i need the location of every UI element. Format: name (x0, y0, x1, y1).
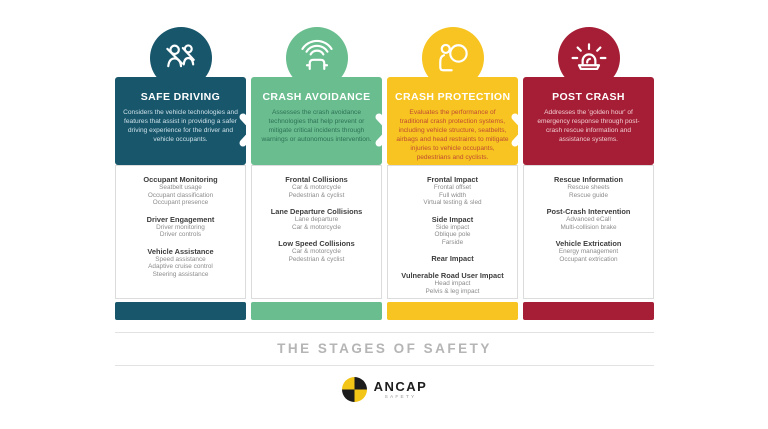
stage-column-crash-avoidance (251, 27, 382, 320)
stage-title: CRASH AVOIDANCE (262, 91, 371, 103)
list-item: Speed assistance (155, 255, 206, 263)
stage-column-safe-driving (115, 27, 246, 320)
list-item: Occupant presence (152, 199, 209, 206)
stage-description: Evaluates the performance of traditional crash protection systems, including vehicle structure, seatbelts, airbags and head restraints to mitigate injuries to vehicle occupants, pedestrians and cyclists. (396, 109, 509, 162)
stage-list (523, 165, 654, 299)
list-item: Full width (439, 191, 466, 199)
stage-columns (115, 27, 654, 320)
list-item: Energy management (558, 248, 619, 255)
list-group-heading: Rescue Information (554, 175, 623, 184)
list-group-heading: Low Speed Collisions (278, 239, 355, 248)
list-item: Occupant extrication (559, 255, 618, 263)
stage-bottom-bar (251, 302, 382, 320)
occupant-airbag-icon (422, 27, 484, 89)
stage-bottom-bar (523, 302, 654, 320)
stage-bottom-bar (387, 302, 518, 320)
list-group-heading: Driver Engagement (146, 214, 215, 224)
list-group-heading: Vehicle Extrication (555, 239, 622, 248)
list-group-heading: Rear Impact (431, 254, 474, 263)
list-group-heading: Frontal Impact (427, 175, 478, 184)
list-item: Driver controls (159, 231, 202, 238)
list-group-heading: Post-Crash Intervention (546, 207, 631, 216)
stage-description: Considers the vehicle technologies and features that assist in providing a safer driving experience for the driver and vehicle occupants. (123, 109, 238, 144)
crash-test-marker-icon (342, 377, 367, 402)
car-radar-waves-icon (286, 27, 348, 89)
list-item: Rescue guide (568, 191, 609, 199)
list-item: Driver monitoring (156, 223, 205, 231)
emergency-beacon-icon (558, 27, 620, 89)
stage-header-panel (387, 77, 518, 165)
list-item: Oblique pole (434, 231, 471, 238)
list-item: Car & motorcycle (291, 223, 341, 231)
list-item: Pedestrian & cyclist (288, 191, 345, 199)
stage-title: POST CRASH (552, 91, 625, 103)
list-item: Pedestrian & cyclist (288, 255, 345, 263)
list-group-heading: Frontal Collisions (285, 175, 348, 184)
brand-block (115, 377, 654, 402)
stage-column-post-crash (523, 27, 654, 320)
list-group-heading: Occupant Monitoring (143, 175, 218, 184)
list-item: Car & motorcycle (291, 184, 341, 191)
stage-bottom-bar (115, 302, 246, 320)
footer-title: THE STAGES OF SAFETY (277, 341, 492, 356)
list-item: Car & motorcycle (291, 248, 341, 255)
list-item: Head impact (434, 280, 471, 287)
stage-title: CRASH PROTECTION (395, 91, 511, 103)
stage-header-panel (115, 77, 246, 165)
stage-header-panel (251, 77, 382, 165)
stage-description: Addresses the 'golden hour' of emergency response through post-crash rescue information and assistance systems. (537, 109, 640, 144)
list-item: Adaptive cruise control (148, 263, 213, 270)
list-item: Pelvis & leg impact (425, 287, 480, 295)
occupants-seatbelt-icon (150, 27, 212, 89)
stage-list (115, 165, 246, 299)
list-item: Rescue sheets (567, 184, 610, 191)
list-item: Lane departure (294, 216, 339, 223)
list-item: Seatbelt usage (159, 184, 202, 191)
stage-header-panel (523, 77, 654, 165)
infographic-content (115, 27, 654, 402)
list-item: Multi-collision brake (560, 223, 617, 231)
list-group-heading: Lane Departure Collisions (270, 207, 363, 216)
list-item: Steering assistance (152, 270, 209, 278)
list-item: Frontal offset (433, 184, 472, 191)
stage-title: SAFE DRIVING (140, 91, 221, 103)
list-group-heading: Vehicle Assistance (147, 246, 214, 256)
stage-column-crash-protection (387, 27, 518, 320)
list-item: Virtual testing & sled (423, 199, 482, 206)
stage-list (387, 165, 518, 299)
brand-text (374, 380, 428, 400)
brand-tagline: SAFETY (384, 394, 417, 400)
stage-description: Assesses the crash avoidance technologies that help prevent or mitigate critical incidents through warnings or autonomous intervention. (261, 109, 372, 144)
list-item: Occupant classification (147, 191, 214, 199)
footer-title-band (115, 332, 654, 366)
list-item: Side impact (435, 223, 470, 231)
stage-list (251, 165, 382, 299)
list-item: Advanced eCall (566, 216, 611, 223)
list-item: Farside (441, 238, 464, 246)
list-group-heading: Vulnerable Road User Impact (401, 271, 504, 280)
list-group-heading: Side Impact (431, 214, 474, 224)
brand-name: ANCAP (373, 378, 428, 394)
